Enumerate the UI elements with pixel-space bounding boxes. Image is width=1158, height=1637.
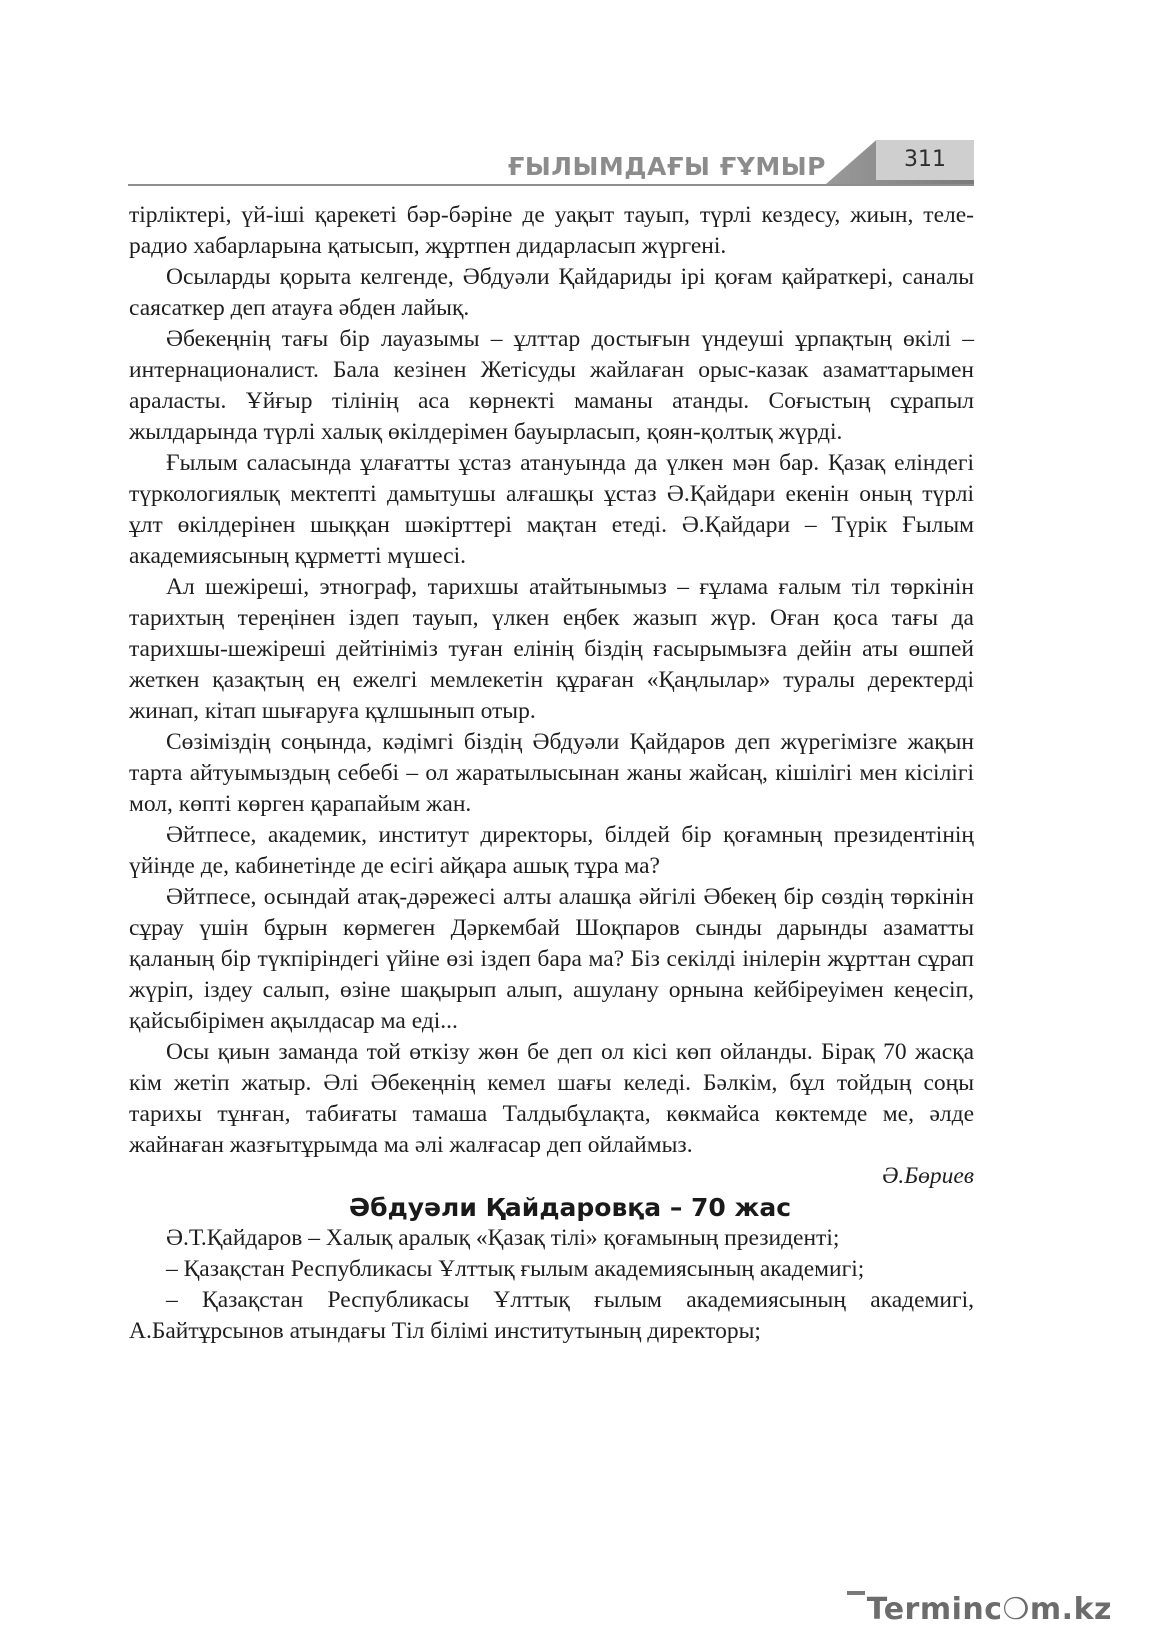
header-title: ҒЫЛЫМДАҒЫ ҒҰМЫР — [507, 152, 826, 181]
paragraph: Әйтпесе, академик, институт директоры, білдей бір қоғамның президентінің үйінде де, кабинетінде де есігі айқара ашық тұра ма? — [129, 822, 974, 879]
body-text — [129, 200, 974, 1347]
paragraph: Сөзіміздің соңында, кәдімгі біздің Әбдуәли Қайдаров деп жүрегімізге жақын тарта айтуымыздың себебі – ол жаратылысынан жаны жайсаң, кішілігі мен кісілігі мол, көпті көрген қарапайым жан. — [129, 729, 974, 817]
header-rule — [128, 184, 974, 186]
paragraph: Осы қиын заманда той өткізу жөн бе деп ол кісі көп ойланды. Бірақ 70 жасқа кім жетіп жатыр. Әлі Әбекеңнің кемел шағы келеді. Бәлкім, бұл тойдың соңы тарихы тұнған, табиғаты тамаша Талдыбұлақта, көкмайса көктемде ме, әлде жайнаған жазғытұрымда ма әлі жалғасар деп ойлаймыз. — [129, 1039, 974, 1158]
paragraph: Әйтпесе, осындай атақ-дәрежесі алты алашқа әйгілі Әбекең бір сөздің төркінін сұрау үшін бұрын көрмеген Дәркембай Шоқпаров сынды дарынды азаматты қаланың бір түкпіріндегі үйіне өзі іздеп бара ма? Біз секілді інілерін жұрттан сұрап жүріп, іздеу салып, өзіне шақырып алып, ашулану орнына кейбіреуімен кеңесіп, қайсыбірімен ақылдасар ма еді... — [129, 884, 974, 1034]
watermark-text: Terminc❍m.kz — [866, 1592, 1112, 1627]
paragraph: тірліктері, үй-іші қарекеті бәр-бәріне де уақыт тауып, түрлі кездесу, жиын, теле-радио хабарларына қатысып, жұртпен дидарласып жүргені. — [129, 202, 974, 259]
running-header — [128, 138, 974, 188]
paragraph: Ғылым саласында ұлағатты ұстаз атануында да үлкен мән бар. Қазақ еліндегі түркологиялық мектепті дамытушы алғашқы ұстаз Ә.Қайдари екенін оның түрлі ұлт өкілдерінен шыққан шәкірттері мақтан етеді. Ә.Қайдари – Түрік Ғылым академиясының құрметті мүшесі. — [129, 450, 974, 569]
section-line: Ә.Т.Қайдаров – Халық аралық «Қазақ тілі» қоғамының президенті; — [166, 1225, 840, 1251]
page-number: 311 — [876, 140, 974, 180]
section-title: Әбдуәли Қайдаровқа – 70 жас — [348, 1193, 792, 1222]
paragraph: Ал шежіреші, этнограф, тарихшы атайтынымыз – ғұлама ғалым тіл төркінін тарихтың тереңінен іздеп тауып, үлкен еңбек жазып жүр. Оған қоса тағы да тарихшы-шежіреші дейтініміз туған елінің біздің ғасырымызға дейін аты өшпей жеткен қазақтың ең ежелгі мемлекетін құраған «Қаңлылар» туралы деректерді жинап, кітап шығаруға құлшынып отыр. — [129, 574, 974, 724]
paragraph: Әбекеңнің тағы бір лауазымы – ұлттар достығын үндеуші ұрпақтың өкілі – интернационалист. Бала кезінен Жетісуды жайлаған орыс-казак азаматтарымен араласты. Ұйғыр тілінің аса көрнекті маманы атанды. Соғыстың сұрапыл жылдарында түрлі халық өкілдерімен бауырласып, қоян-қолтық жүрді. — [129, 326, 974, 445]
watermark-logo — [847, 1591, 1112, 1627]
paragraph: Осыларды қорыта келгенде, Әбдуәли Қайдариды ірі қоғам қайраткері, саналы саясаткер деп атауға әбден лайық. — [129, 264, 974, 321]
section-line: – Қазақстан Республикасы Ұлттық ғылым академиясының академигі, А.Байтұрсынов атындағы Тіл білімі институтының директоры; — [129, 1287, 974, 1344]
section-line: – Қазақстан Республикасы Ұлттық ғылым академиясының академигі; — [166, 1256, 865, 1282]
signature: Ә.Бөриев — [882, 1163, 974, 1189]
logo-bar-icon — [847, 1591, 865, 1595]
